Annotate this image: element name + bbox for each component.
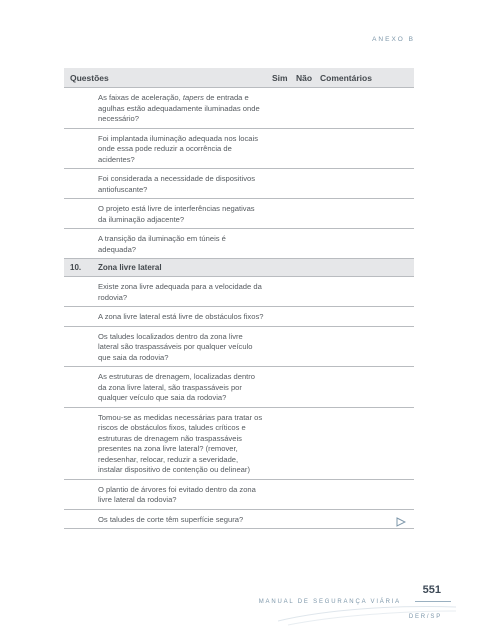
annex-label: ANEXO B: [372, 36, 415, 43]
question-text: O projeto está livre de interferências negativas da iluminação adjacente?: [98, 204, 255, 224]
column-comentarios: Comentários: [320, 73, 372, 83]
footer-org: DER/SP: [408, 614, 442, 620]
question-text: A transição da iluminação em túneis é adequada?: [98, 234, 226, 254]
section-row: [64, 259, 414, 277]
table-row: [64, 277, 414, 307]
table-row: [64, 480, 414, 510]
page-number: 551: [422, 584, 441, 596]
table-row: [64, 199, 414, 229]
question-text: Foi implantada iluminação adequada nos locais onde essa pode reduzir a ocorrência de acidentes?: [98, 133, 258, 164]
section-number: 10.: [70, 263, 82, 272]
footer-title: MANUAL DE SEGURANÇA VIÁRIA: [258, 599, 401, 605]
footer-rule: [415, 601, 451, 602]
question-text: Os taludes de corte têm superfície segura?: [98, 514, 244, 524]
question-text: As faixas de aceleração, tapers de entrada e agulhas estão adequadamente iluminadas onde necessário?: [98, 93, 260, 123]
table-row: [64, 229, 414, 259]
table-row: [64, 88, 414, 129]
checklist-table: [64, 88, 414, 529]
column-sim: Sim: [272, 73, 288, 83]
table-row: [64, 129, 414, 170]
table-header: [64, 68, 414, 88]
question-text: Os taludes localizados dentro da zona livre lateral são traspassáveis por qualquer veículo que saia da rodovia?: [98, 331, 253, 362]
column-questoes: Questões: [70, 73, 109, 83]
table-row: [64, 307, 414, 327]
table-row: [64, 367, 414, 408]
table-row: [64, 510, 414, 530]
question-text: A zona livre lateral está livre de obstáculos fixos?: [98, 312, 264, 321]
question-text: O plantio de árvores foi evitado dentro da zona livre lateral da rodovia?: [98, 484, 256, 504]
question-text: Tomou-se as medidas necessárias para tratar os riscos de obstáculos fixos, taludes críticos e estruturas de drenagem não traspassáveis presentes na zona livre lateral? (remover, redesenhar, relocar, reduzir a severidade, instalar dispositivo de contenção ou delinear): [98, 412, 263, 474]
question-text: Existe zona livre adequada para a velocidade da rodovia?: [98, 282, 262, 302]
table-row: [64, 408, 414, 480]
triangle-right-icon[interactable]: [396, 514, 406, 532]
column-nao: Não: [296, 73, 313, 83]
section-title: Zona livre lateral: [98, 263, 162, 272]
table-row: [64, 169, 414, 199]
question-text: As estruturas de drenagem, localizadas dentro da zona livre lateral, são traspassáveis por qualquer veículo que saia da rodovia?: [98, 372, 256, 402]
table-row: [64, 327, 414, 368]
question-text: Foi considerada a necessidade de dispositivos antiofuscante?: [98, 174, 256, 194]
